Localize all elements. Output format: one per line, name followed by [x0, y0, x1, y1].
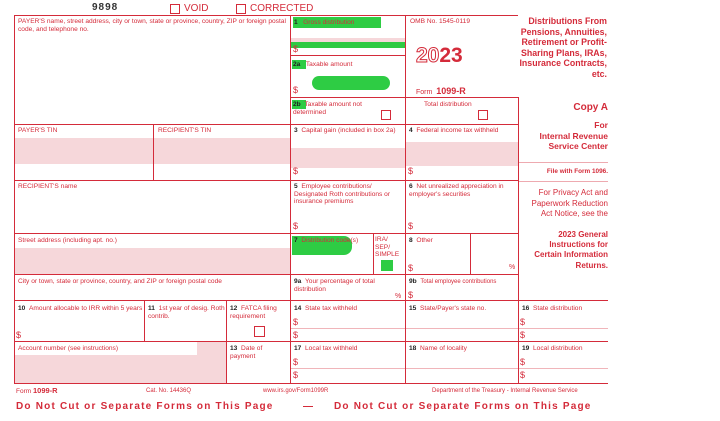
box2a-input[interactable]: [300, 72, 404, 96]
box7-label: 7 Distribution code(s): [294, 237, 359, 244]
recipient-tin-label: RECIPIENT'S TIN: [158, 127, 212, 134]
box9b-label: 9b Total employee contributions: [409, 278, 497, 285]
box1-label: 1 Gross distribution: [294, 19, 355, 26]
account-label: Account number (see instructions): [18, 345, 119, 352]
box2a-label: 2a Taxable amount: [293, 61, 353, 68]
payer-tin-label: PAYER'S TIN: [18, 127, 58, 134]
box1-input[interactable]: [300, 38, 404, 54]
box5-dollar: $: [293, 221, 299, 231]
account-field[interactable]: [15, 355, 197, 383]
fatca-checkbox[interactable]: [254, 326, 265, 337]
file-with-label: File with Form 1096.: [546, 168, 608, 175]
general-instructions: 2023 General Instructions for Certain Information Returns.: [534, 230, 608, 270]
box8-pct: %: [509, 264, 516, 271]
footer-url: www.irs.gov/Form1099R: [263, 388, 329, 394]
box5-label: 5 Employee contributions/ Designated Roth contributions or insurance premiums: [294, 183, 391, 206]
recipient-name-field[interactable]: [15, 193, 290, 233]
box14-dollar-2: $: [293, 330, 299, 340]
total-distribution-checkbox[interactable]: [478, 110, 488, 120]
city-label: City or town, state or province, country, and ZIP or foreign postal code: [18, 278, 222, 285]
form-number: Form 1099-R: [416, 86, 466, 96]
box18-label: 18 Name of locality: [409, 345, 467, 352]
box6-label: 6 Net unrealized appreciation in employer's securities: [409, 183, 504, 198]
box9b-dollar: $: [408, 290, 414, 300]
recipient-tin-field[interactable]: [154, 138, 290, 164]
box14-dollar-1: $: [293, 317, 299, 327]
box14-label: 14 State tax withheld: [294, 305, 358, 312]
box8-label: 8 Other: [409, 237, 433, 244]
box19-dollar-1: $: [520, 357, 526, 367]
box12-label: 12 FATCA filing requirement: [230, 305, 277, 320]
street-field[interactable]: [15, 248, 290, 274]
box7-ira-label: IRA/ SEP/ SIMPLE: [375, 236, 400, 259]
box7-ira-checkbox[interactable]: [381, 260, 393, 271]
form-title: Distributions From Pensions, Annuities, Retirement or Profit-Sharing Plans, IRAs, Insurance Contracts, etc.: [519, 16, 607, 79]
box10-dollar: $: [16, 330, 22, 340]
box6-dollar: $: [408, 221, 414, 231]
footer-form: Form 1099-R: [16, 386, 58, 395]
box16-dollar-2: $: [520, 330, 526, 340]
box19-label: 19 Local distribution: [522, 345, 583, 352]
payer-name-field[interactable]: [15, 40, 290, 124]
footer-cat: Cat. No. 14436Q: [146, 388, 192, 394]
box3-dollar: $: [293, 166, 299, 176]
payer-tin-field[interactable]: [15, 138, 153, 164]
corrected-label: CORRECTED: [250, 3, 314, 14]
payer-name-label: PAYER'S name, street address, city or town, state or province, country, ZIP or foreign postal code, and telephone no.: [18, 18, 286, 33]
omb-label: OMB No. 1545-0119: [410, 18, 470, 25]
box9a-label: 9a Your percentage of total distribution: [294, 278, 375, 293]
box8-dollar: $: [408, 263, 414, 273]
copy-a-label: Copy A: [573, 102, 608, 113]
box16-label: 16 State distribution: [522, 305, 583, 312]
footer-dept: Department of the Treasury - Internal Revenue Service: [432, 388, 578, 394]
irs-center-label: Internal Revenue Service Center: [539, 131, 608, 152]
box4-label: 4 Federal income tax withheld: [409, 127, 499, 134]
void-label: VOID: [184, 3, 209, 14]
copy-for-label: For: [594, 120, 608, 130]
box2b-label: 2b Taxable amount not determined: [293, 101, 362, 116]
box17-dollar-2: $: [293, 370, 299, 380]
corrected-checkbox[interactable]: [236, 4, 246, 14]
box11-label: 11 1st year of desig. Roth contrib.: [148, 305, 225, 320]
box3-label: 3 Capital gain (included in box 2a): [294, 127, 396, 134]
warning-left: Do Not Cut or Separate Forms on This Page: [16, 401, 274, 412]
box15-label: 15 State/Payer's state no.: [409, 305, 487, 312]
warning-dash: —: [303, 401, 315, 412]
box2b-not-determined-checkbox[interactable]: [381, 110, 391, 120]
privacy-notice: For Privacy Act and Paperwork Reduction Act Notice, see the: [531, 188, 608, 219]
box2b-total-label: Total distribution: [424, 101, 472, 108]
recipient-name-label: RECIPIENT'S name: [18, 183, 78, 190]
box2a-dollar: $: [293, 85, 299, 95]
box17-label: 17 Local tax withheld: [294, 345, 358, 352]
top-code: 9898: [92, 2, 119, 13]
year: 2023: [416, 44, 463, 67]
box16-dollar-1: $: [520, 317, 526, 327]
box10-label: 10 Amount allocable to IRR within 5 years: [18, 305, 143, 312]
box17-dollar-1: $: [293, 357, 299, 367]
box19-dollar-2: $: [520, 370, 526, 380]
box9a-pct: %: [395, 293, 402, 300]
box4-dollar: $: [408, 166, 414, 176]
box1-dollar: $: [293, 44, 299, 54]
void-checkbox[interactable]: [170, 4, 180, 14]
city-field[interactable]: [15, 288, 290, 300]
street-label: Street address (including apt. no.): [18, 237, 117, 244]
box13-label: 13 Date of payment: [230, 345, 263, 360]
warning-right: Do Not Cut or Separate Forms on This Page: [334, 401, 592, 412]
